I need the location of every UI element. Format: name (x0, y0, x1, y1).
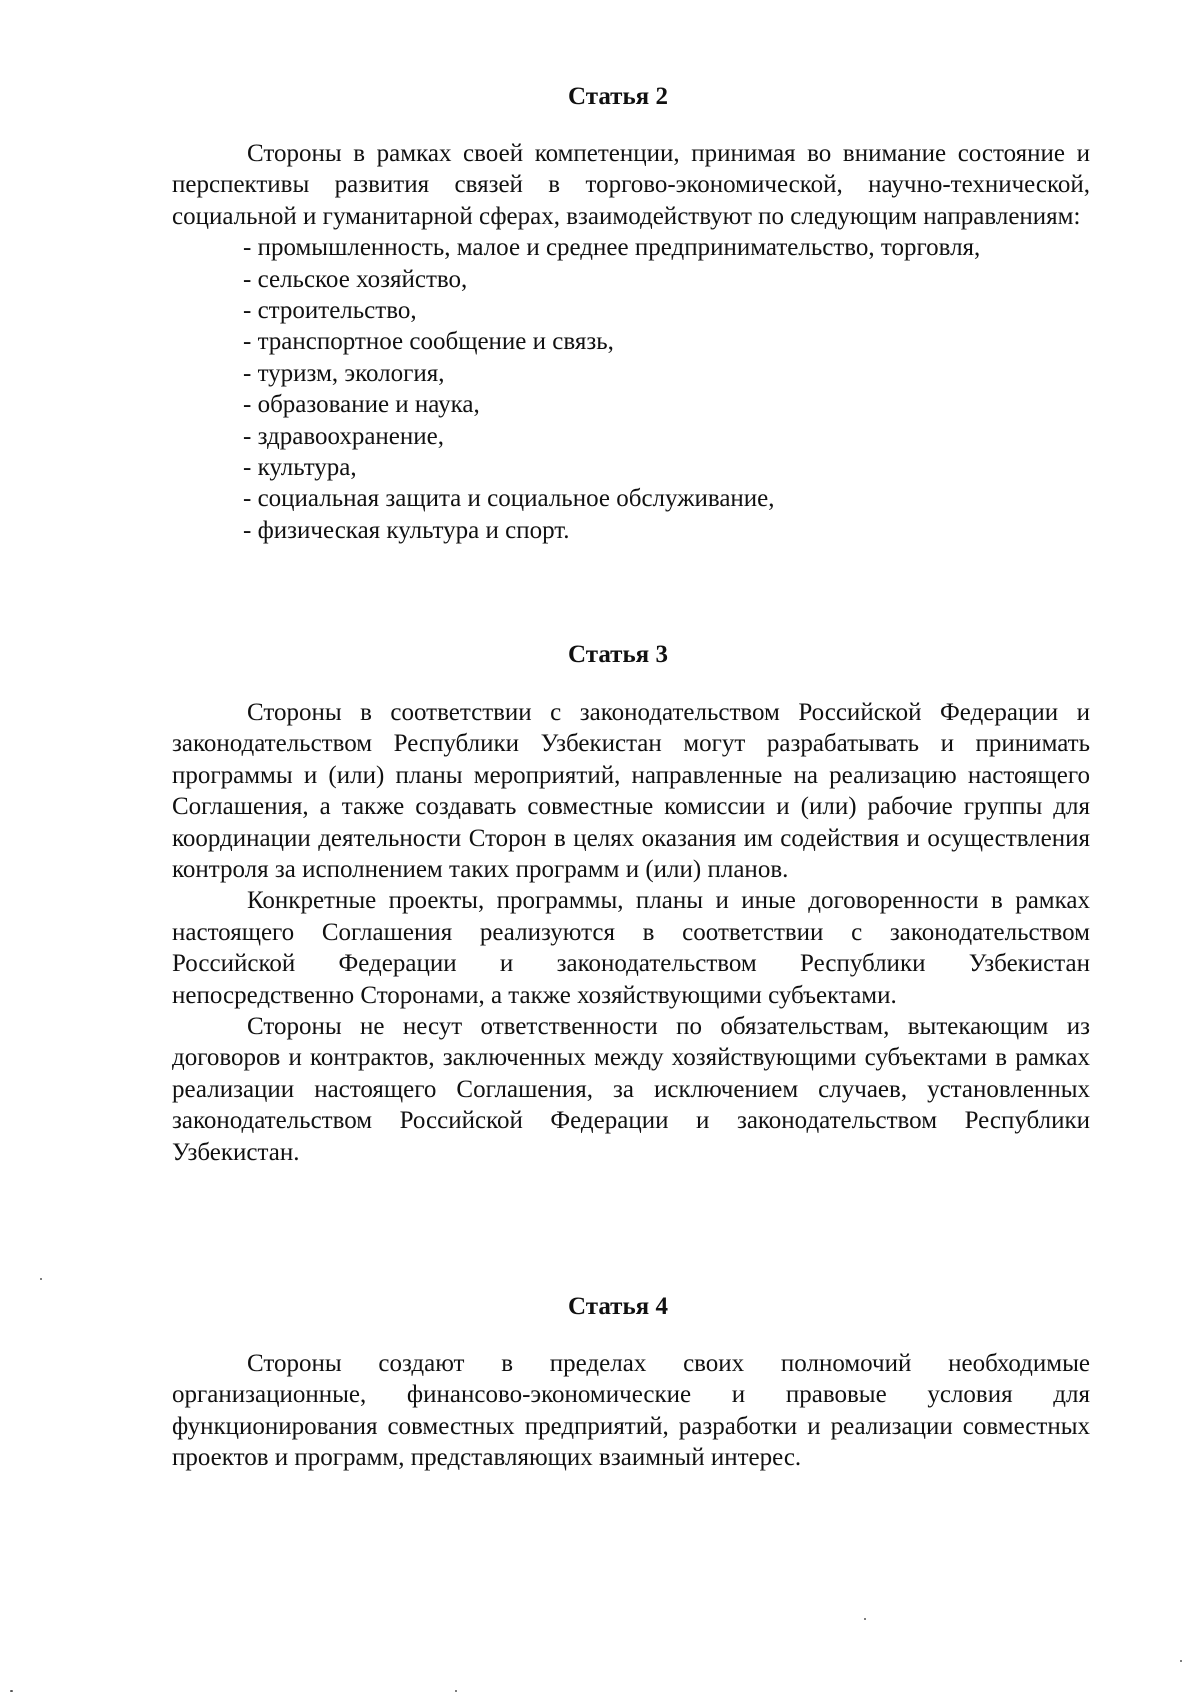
article-3-paragraph-3: Стороны не несут ответственности по обязательствам, вытекающим из договоров и контрактов, заключенных между хозяйствующими субъектами в рамках реализации настоящего Соглашения, за исключением случаев, установленных законодательством Российской Федерации и законодательством Республики Узбекистан. (172, 1013, 1090, 1166)
list-item: - физическая культура и спорт. (243, 516, 570, 544)
article-3-body (172, 697, 1090, 1168)
article-3-paragraph-1: Стороны в соответствии с законодательством Российской Федерации и законодательством Республики Узбекистан могут разрабатывать и принимать программы и (или) планы мероприятий, направленные на реализацию настоящего Соглашения, а также создавать совместные комиссии и (или) рабочие группы для координации деятельности Сторон в целях оказания им содействия и осуществления контроля за исполнением таких программ и (или) планов. (172, 699, 1090, 884)
article-2-heading: Статья 2 (568, 83, 668, 110)
list-item: - здравоохранение, (243, 422, 445, 450)
article-3-paragraph-2: Конкретные проекты, программы, планы и иные договоренности в рамках настоящего Соглашения реализуются в соответствии с законодательством Российской Федерации и законодательством Республики Узбекистан непосредственно Сторонами, а также хозяйствующими субъектами. (172, 887, 1090, 1009)
article-2-body (172, 138, 1090, 546)
list-item: - промышленность, малое и среднее предпринимательство, торговля, (243, 234, 981, 262)
article-4-paragraph-1: Стороны создают в пределах своих полномочий необходимые организационные, финансово-экономические и правовые условия для функционирования совместных предприятий, разработки и реализации совместных проектов и программ, представляющих взаимный интерес. (172, 1350, 1090, 1472)
scan-speck (10, 1690, 13, 1692)
article-2-directions-list (172, 232, 1090, 546)
scan-speck (864, 1618, 866, 1620)
list-item: - туризм, экология, (243, 359, 445, 387)
article-4-heading: Статья 4 (568, 1293, 668, 1320)
list-item: - социальная защита и социальное обслуживание, (243, 485, 775, 513)
list-item: - транспортное сообщение и связь, (243, 328, 614, 356)
list-item: - сельское хозяйство, (243, 265, 468, 293)
list-item: - строительство, (243, 297, 417, 325)
scan-speck (40, 1278, 42, 1280)
article-2-intro: Стороны в рамках своей компетенции, принимая во внимание состояние и перспективы развития связей в торгово-экономической, научно-технической, социальной и гуманитарной сферах, взаимодействуют по следующим направлениям: (172, 140, 1090, 230)
article-3-heading: Статья 3 (568, 641, 668, 668)
list-item: - культура, (243, 454, 357, 482)
list-item: - образование и наука, (243, 391, 480, 419)
scan-speck (1180, 1660, 1182, 1662)
scan-speck (455, 1690, 457, 1692)
article-4-body (172, 1348, 1090, 1474)
